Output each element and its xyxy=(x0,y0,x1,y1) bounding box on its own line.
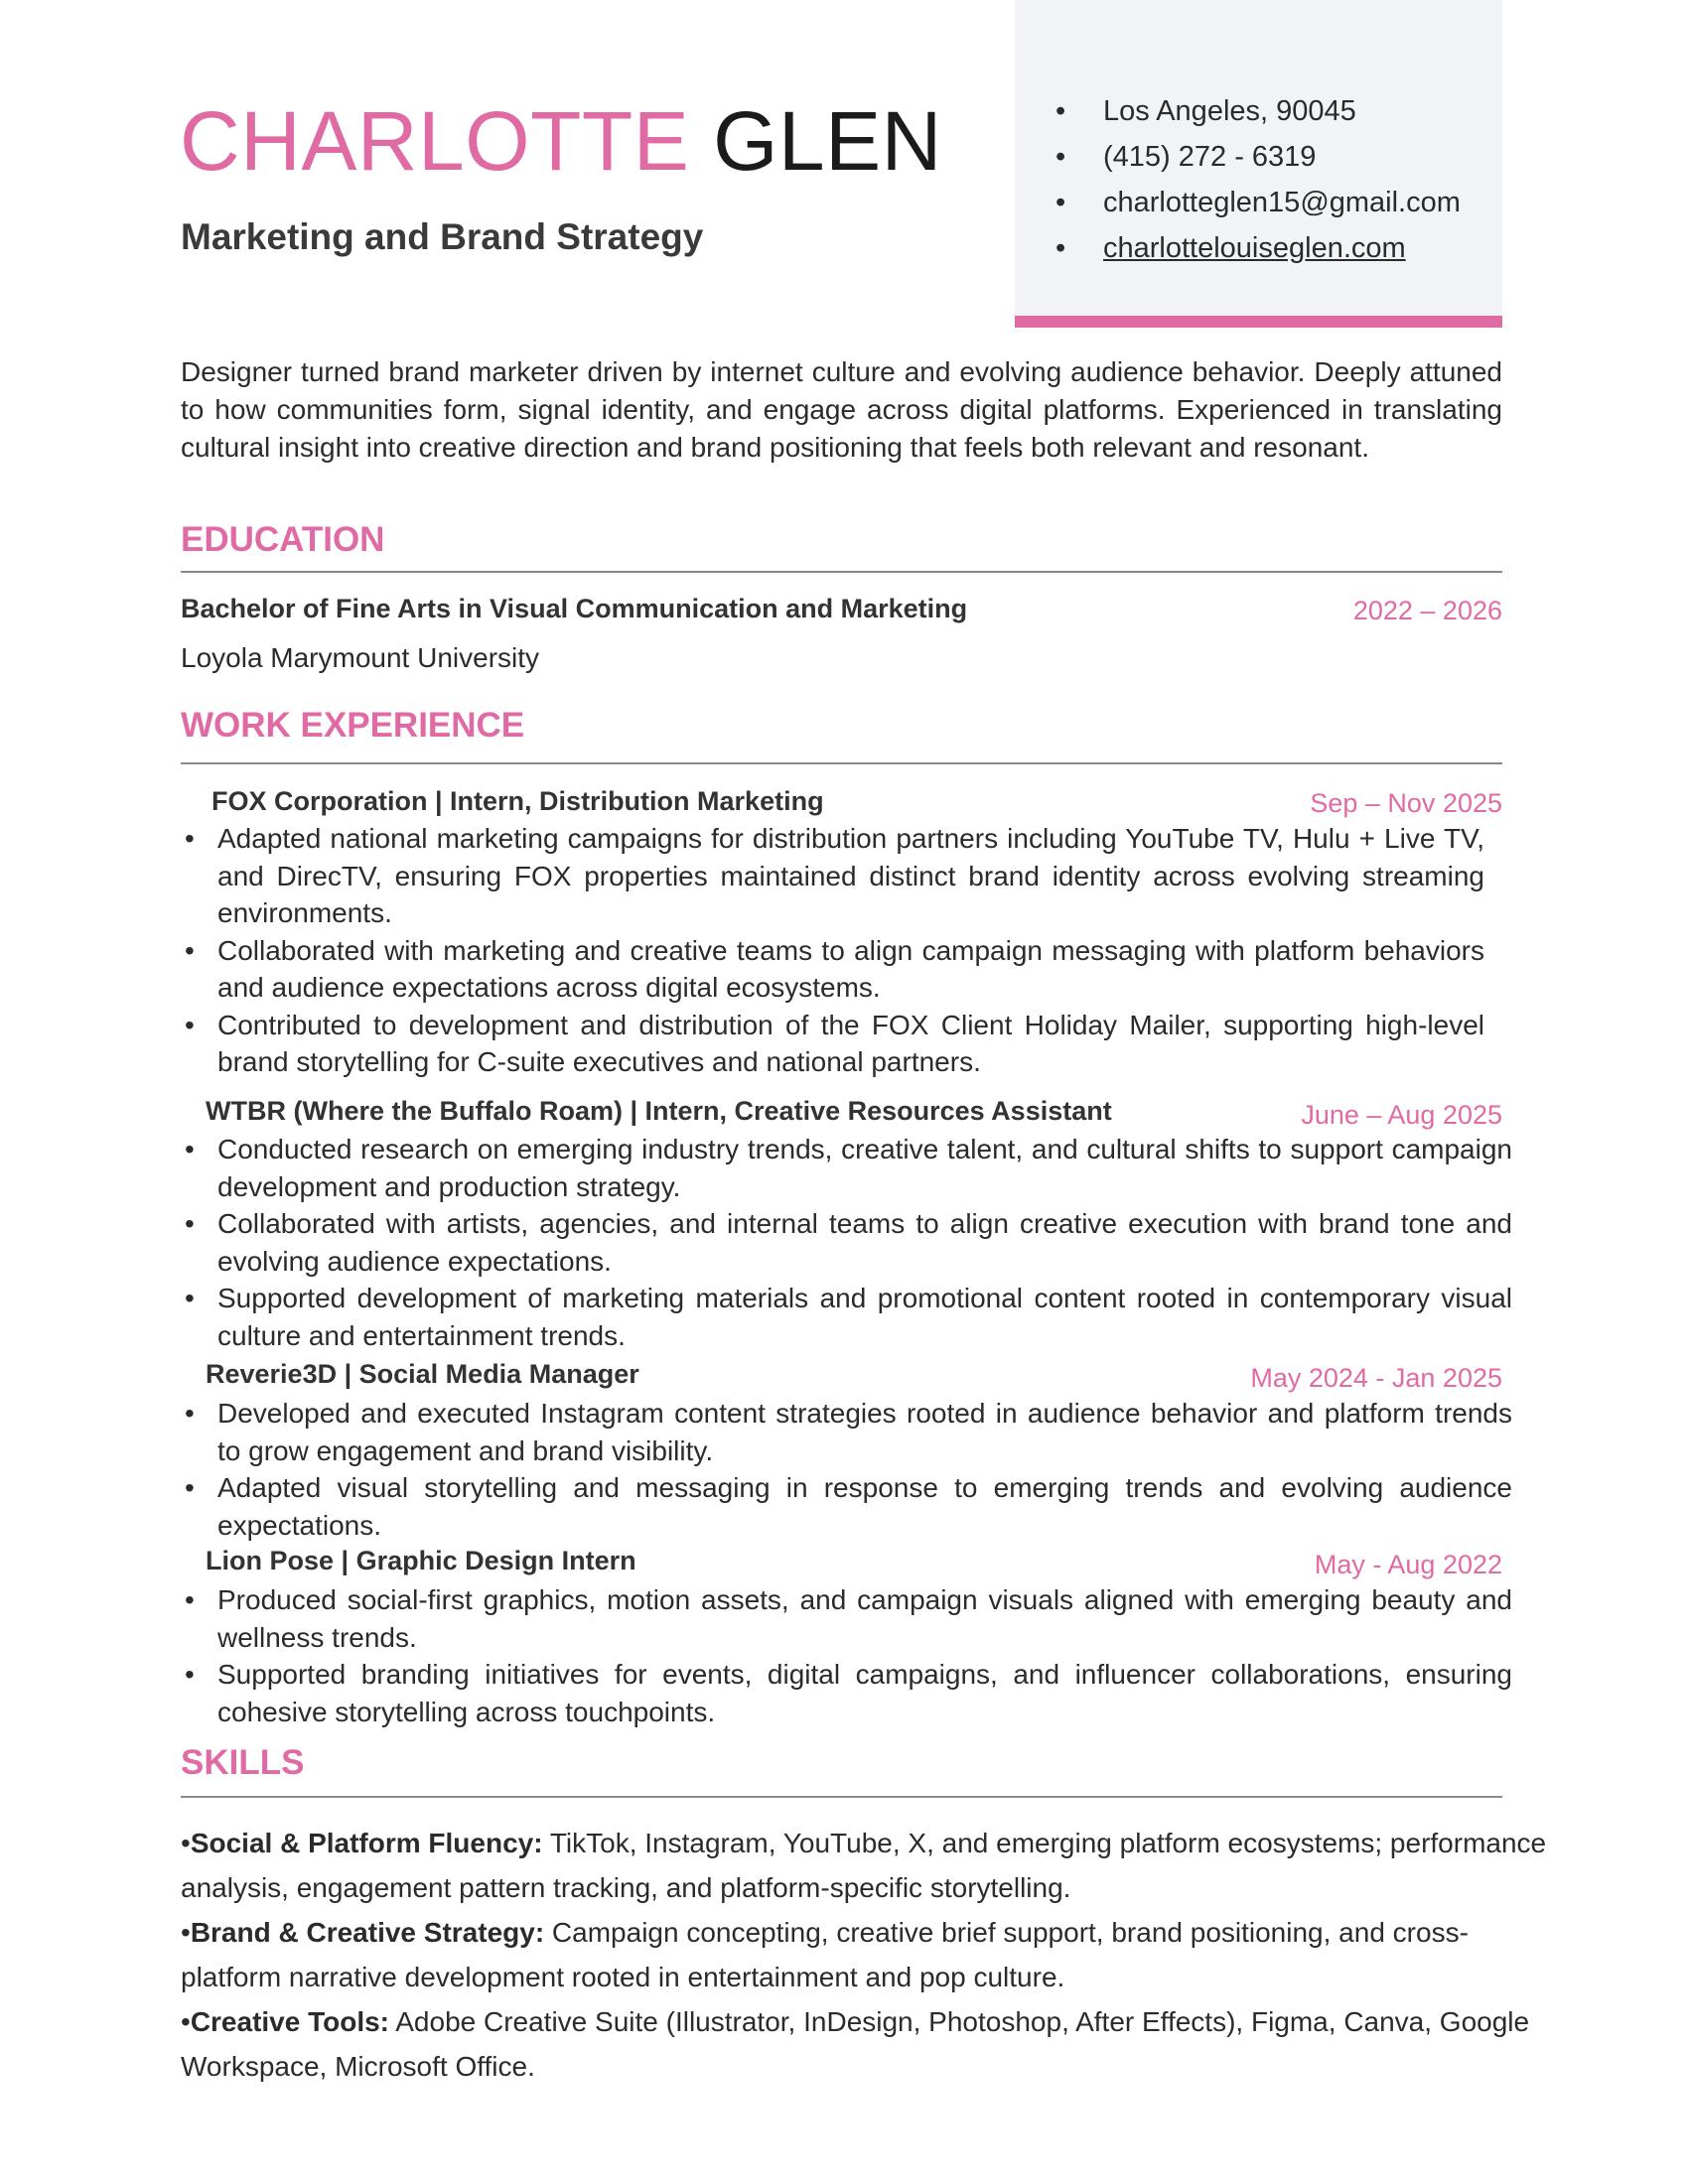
job-title: FOX Corporation | Intern, Distribution Marketing xyxy=(211,786,824,816)
first-name: CHARLOTTE xyxy=(180,94,690,188)
last-name: GLEN xyxy=(713,94,942,188)
list-item: • Contributed to development and distribution of the FOX Client Holiday Mailer, supporting high-level brand storytelling for C-suite executives and national partners. xyxy=(181,1007,1484,1081)
list-item: • Developed and executed Instagram content strategies rooted in audience behavior and platform trends to grow engagement and brand visibility. xyxy=(181,1395,1512,1469)
education-divider xyxy=(181,571,1502,573)
work-divider xyxy=(181,762,1502,764)
skill-item: •Brand & Creative Strategy: Campaign concepting, creative brief support, brand positioning, and cross-platform narrative development rooted in entertainment and pop culture. xyxy=(181,1917,1469,1992)
job-bullets xyxy=(181,820,1484,1081)
list-item: • Collaborated with artists, agencies, and internal teams to align creative execution with brand tone and evolving audience expectations. xyxy=(181,1205,1512,1280)
professional-title: Marketing and Brand Strategy xyxy=(181,216,704,257)
bullet-icon xyxy=(1055,137,1103,177)
skill-item: •Creative Tools: Adobe Creative Suite (Illustrator, InDesign, Photoshop, After Effects), Figma, Canva, Google Workspace, Microsoft Office. xyxy=(181,2006,1530,2082)
contact-list xyxy=(1055,91,1461,274)
contact-email: •charlotteglen15@gmail.com xyxy=(1055,183,1461,228)
contact-location: •Los Angeles, 90045 xyxy=(1055,91,1461,137)
candidate-name xyxy=(180,94,942,188)
list-item: • Adapted visual storytelling and messaging in response to emerging trends and evolving audience expectations. xyxy=(181,1469,1512,1544)
school-name: Loyola Marymount University xyxy=(181,642,540,673)
job-title: WTBR (Where the Buffalo Roam) | Intern, Creative Resources Assistant xyxy=(206,1096,1112,1126)
list-item: • Conducted research on emerging industry trends, creative talent, and cultural shifts to support campaign development and production strategy. xyxy=(181,1131,1512,1205)
contact-website[interactable] xyxy=(1055,228,1461,274)
job-dates: Sep – Nov 2025 xyxy=(1310,788,1502,818)
education-heading: EDUCATION xyxy=(181,520,385,559)
website-link[interactable]: charlottelouiseglen.com xyxy=(1103,232,1406,264)
skills-list xyxy=(181,1821,1551,2089)
bullet-icon xyxy=(1055,183,1103,222)
contact-accent-bar xyxy=(1015,316,1502,328)
bullet-icon xyxy=(1055,228,1103,268)
job-dates: June – Aug 2025 xyxy=(1301,1100,1502,1130)
job-dates: May 2024 - Jan 2025 xyxy=(1250,1363,1502,1393)
skills-heading: SKILLS xyxy=(181,1743,305,1782)
list-item: • Supported branding initiatives for events, digital campaigns, and influencer collaborations, ensuring cohesive storytelling across touchpoints. xyxy=(181,1656,1512,1730)
job-bullets xyxy=(181,1131,1512,1354)
contact-phone: •(415) 272 - 6319 xyxy=(1055,137,1461,183)
list-item: • Adapted national marketing campaigns for distribution partners including YouTube TV, Hulu + Live TV, and DirecTV, ensuring FOX properties maintained distinct brand identity across evolving streaming environments. xyxy=(181,820,1484,932)
work-experience-heading: WORK EXPERIENCE xyxy=(181,706,525,745)
list-item: • Collaborated with marketing and creative teams to align campaign messaging with platform behaviors and audience expectations across digital ecosystems. xyxy=(181,932,1484,1007)
job-bullets xyxy=(181,1395,1512,1544)
skills-divider xyxy=(181,1796,1502,1798)
job-title: Reverie3D | Social Media Manager xyxy=(206,1359,639,1389)
bullet-icon xyxy=(1055,91,1103,131)
list-item: • Produced social-first graphics, motion assets, and campaign visuals aligned with emerging beauty and wellness trends. xyxy=(181,1581,1512,1656)
education-dates: 2022 – 2026 xyxy=(1352,596,1502,625)
skill-item: •Social & Platform Fluency: TikTok, Instagram, YouTube, X, and emerging platform ecosystems; performance analysis, engagement pattern tracking, and platform-specific storytelling. xyxy=(181,1828,1547,1903)
degree-title: Bachelor of Fine Arts in Visual Communication and Marketing xyxy=(181,594,968,623)
summary-paragraph: Designer turned brand marketer driven by internet culture and evolving audience behavior. Deeply attuned to how communities form, signal identity, and engage across digital platforms. Experienced in translating cultural insight into creative direction and brand positioning that feels both relevant and resonant. xyxy=(181,356,1502,463)
list-item: • Supported development of marketing materials and promotional content rooted in contemporary visual culture and entertainment trends. xyxy=(181,1280,1512,1354)
job-title: Lion Pose | Graphic Design Intern xyxy=(206,1546,636,1575)
job-bullets xyxy=(181,1581,1512,1730)
job-dates: May - Aug 2022 xyxy=(1314,1550,1502,1579)
